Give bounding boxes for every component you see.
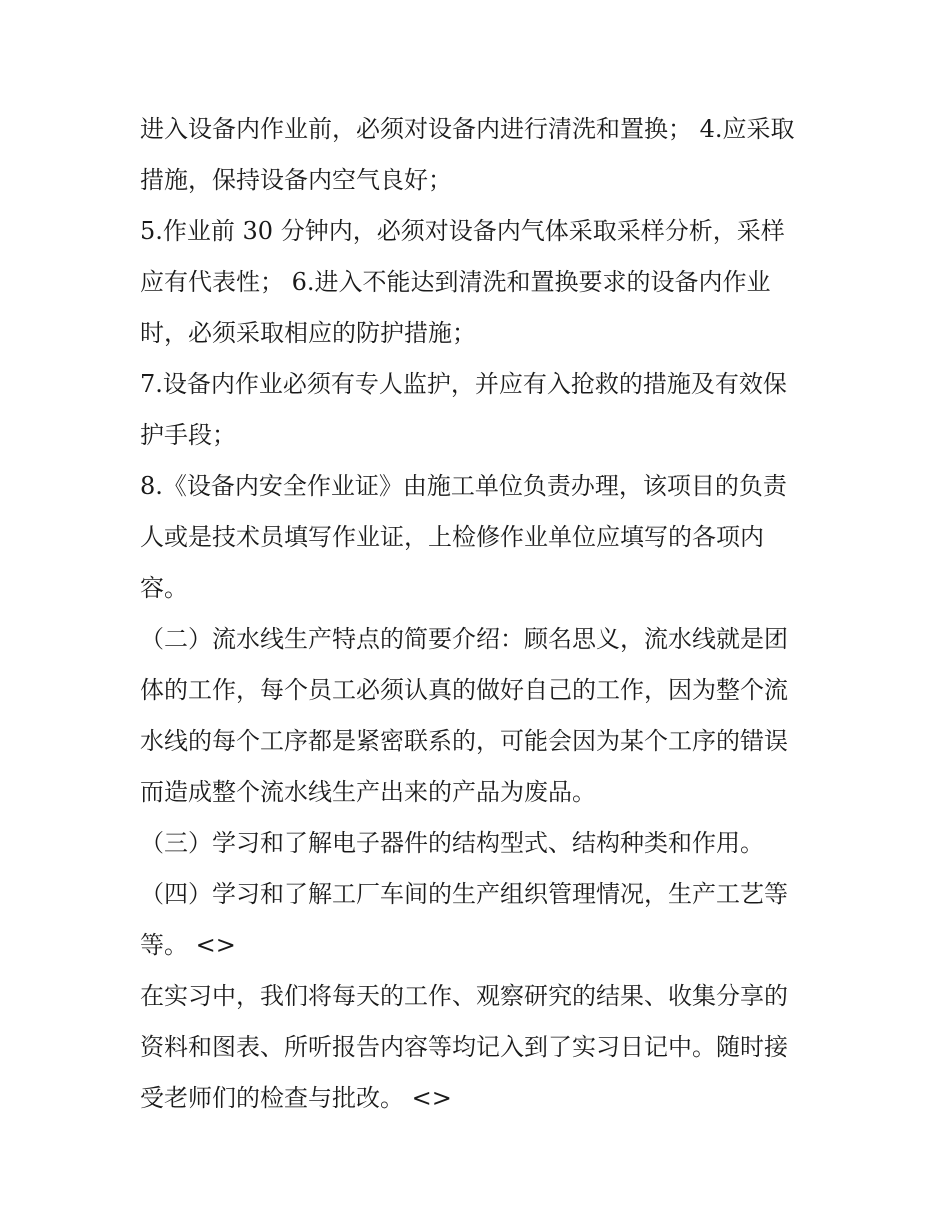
text-line: 5.作业前 30 分钟内，必须对设备内气体采取采样分析，采样 [140, 217, 785, 245]
text-line: 体的工作，每个员工必须认真的做好自己的工作，因为整个流 [140, 676, 788, 704]
text-line: 容。 [140, 574, 188, 602]
text-line: 而造成整个流水线生产出来的产品为废品。 [140, 778, 596, 806]
text-line: 时，必须采取相应的防护措施； [140, 319, 476, 347]
text-line: （四）学习和了解工厂车间的生产组织管理情况，生产工艺等 [140, 880, 788, 908]
document-body [140, 104, 820, 1124]
text-line: 受老师们的检查与批改。 <> [140, 1084, 452, 1112]
text-line: （三）学习和了解电子器件的结构型式、结构种类和作用。 [140, 829, 764, 857]
text-line: 等。 <> [140, 931, 236, 959]
text-line: 在实习中，我们将每天的工作、观察研究的结果、收集分享的 [140, 982, 788, 1010]
text-line: （二）流水线生产特点的简要介绍：顾名思义，流水线就是团 [140, 625, 788, 653]
text-line: 7.设备内作业必须有专人监护，并应有入抢救的措施及有效保 [140, 370, 787, 398]
text-line: 资料和图表、所听报告内容等均记入到了实习日记中。随时接 [140, 1033, 788, 1061]
text-line: 措施，保持设备内空气良好； [140, 166, 452, 194]
text-line: 水线的每个工序都是紧密联系的，可能会因为某个工序的错误 [140, 727, 788, 755]
text-line: 8.《设备内安全作业证》由施工单位负责办理，该项目的负责 [140, 472, 787, 500]
text-line: 应有代表性； 6.进入不能达到清洗和置换要求的设备内作业 [140, 268, 771, 296]
text-line: 进入设备内作业前，必须对设备内进行清洗和置换； 4.应采取 [140, 115, 795, 143]
text-line: 护手段； [140, 421, 236, 449]
text-line: 人或是技术员填写作业证，上检修作业单位应填写的各项内 [140, 523, 764, 551]
